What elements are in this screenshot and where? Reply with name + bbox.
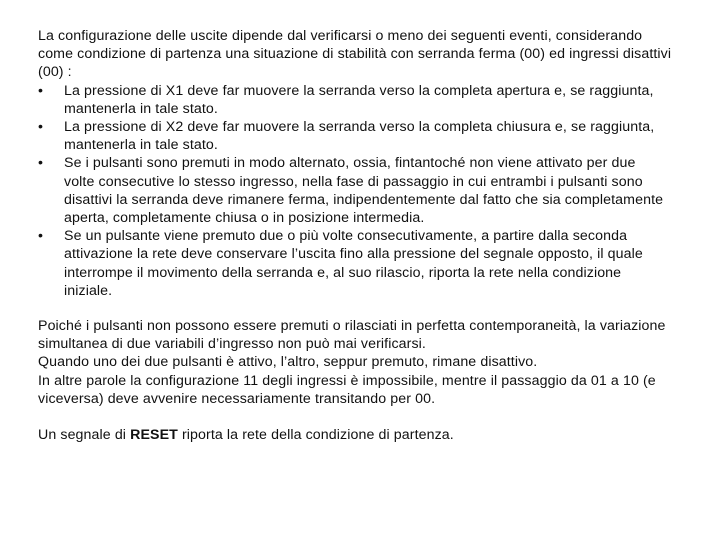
body-paragraph: Quando uno dei due pulsanti è attivo, l’altro, seppur premuto, rimane disattivo.	[38, 354, 538, 371]
reset-text-before: Un segnale di	[38, 427, 131, 444]
bullet-marker: •	[38, 119, 44, 136]
list-item	[38, 227, 668, 300]
bullet-marker: •	[38, 155, 44, 172]
paragraph-spacer	[38, 408, 678, 426]
intro-paragraph: La configurazione delle uscite dipende dal verificarsi o meno dei seguenti eventi, considerando come condizione di partenza una situazione di stabilità con serranda ferma (00) ed ingressi disattivi (00) :	[38, 28, 672, 81]
bullet-marker: •	[38, 228, 44, 245]
list-item	[38, 82, 668, 118]
list-item-text: La pressione di X1 deve far muovere la serranda verso la completa apertura e, se raggiunta, mantenerla in tale stato.	[64, 82, 654, 117]
paragraph-spacer	[38, 300, 678, 317]
list-item-text: Se un pulsante viene premuto due o più volte consecutivamente, a partire dalla seconda attivazione la rete deve conservare l’uscita fino alla pressione del segnale opposto, il quale interrompe il movimento della serranda e, al suo rilascio, riporta la rete nella condizione iniziale.	[64, 228, 643, 299]
list-item-text: Se i pulsanti sono premuti in modo alternato, ossia, fintantoché non viene attivato per due volte consecutive lo stesso ingresso, nella fase di passaggio in cui entrambi i pulsanti sono disattivi la serranda deve rimanere ferma, indipendentemente dal fatto che sia completamente aperta, completamente chiusa o in posizione intermedia.	[64, 155, 664, 227]
reset-paragraph	[38, 426, 678, 444]
bullet-marker: •	[38, 82, 44, 99]
body-paragraph: In altre parole la configurazione 11 degli ingressi è impossibile, mentre il passaggio da 01 a 10 (e viceversa) deve avvenire necessariamente transitando per 00.	[38, 372, 656, 407]
requirements-list	[38, 82, 678, 300]
reset-keyword: RESET	[130, 427, 178, 444]
body-paragraph: Poiché i pulsanti non possono essere premuti o rilasciati in perfetta contemporaneità, la variazione simultanea di due variabili d’ingresso non può mai verificarsi.	[38, 318, 666, 353]
list-item-text: La pressione di X2 deve far muovere la serranda verso la completa chiusura e, se raggiunta, mantenerla in tale stato.	[64, 119, 655, 154]
reset-text-after: riporta la rete della condizione di partenza.	[177, 427, 454, 444]
list-item	[38, 154, 668, 227]
list-item	[38, 118, 668, 154]
document-body	[38, 27, 678, 444]
